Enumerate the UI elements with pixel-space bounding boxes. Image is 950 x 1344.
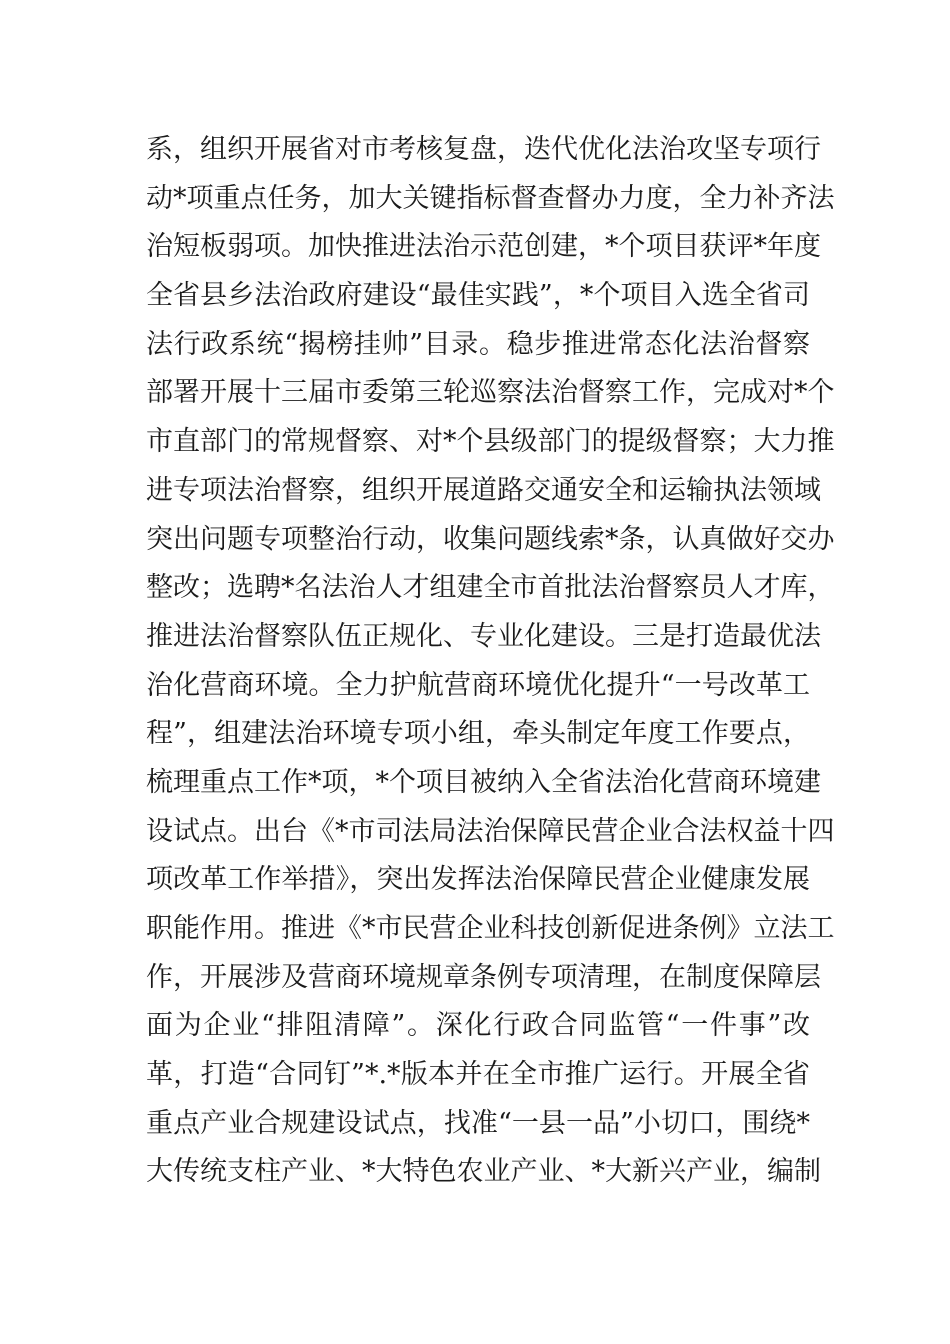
text-line-6: 部署开展十三届市委第三轮巡察法治督察工作，完成对*个 (146, 377, 835, 409)
text-line-12: 治化营商环境。全力护航营商环境优化提升“一号改革工 (146, 669, 810, 701)
text-line-1: 系，组织开展省对市考核复盘，迭代优化法治攻坚专项行 (146, 134, 821, 165)
text-line-9: 突出问题专项整治行动，收集问题线索*条，认真做好交办 (146, 523, 835, 555)
text-line-10: 整改；选聘*名法治人才组建全市首批法治督察员人才库， (146, 572, 835, 604)
text-line-15: 设试点。出台《*市司法局法治保障民营企业合法权益十四 (146, 815, 835, 847)
text-line-7: 市直部门的常规督察、对*个县级部门的提级督察；大力推 (146, 426, 835, 458)
text-line-8: 进专项法治督察，组织开展道路交通安全和运输执法领域 (146, 474, 821, 506)
text-line-22: 大传统支柱产业、*大特色农业产业、*大新兴产业，编制 (146, 1156, 821, 1188)
text-line-19: 面为企业“排阻清障”。深化行政合同监管“一件事”改 (146, 1010, 810, 1042)
text-line-2: 动*项重点任务，加大关键指标督查督办力度，全力补齐法 (146, 182, 835, 214)
text-line-18: 作，开展涉及营商环境规章条例专项清理，在制度保障层 (146, 961, 821, 993)
text-line-20: 革，打造“合同钉”*.*版本并在全市推广运行。开展全省 (146, 1059, 810, 1091)
body-paragraph (146, 126, 835, 1197)
text-line-21: 重点产业合规建设试点，找准“一县一品”小切口，围绕* (146, 1107, 810, 1139)
text-line-3: 治短板弱项。加快推进法治示范创建，*个项目获评*年度 (146, 231, 821, 263)
text-line-13: 程”，组建法治环境专项小组，牵头制定年度工作要点， (146, 718, 810, 750)
text-line-11: 推进法治督察队伍正规化、专业化建设。三是打造最优法 (146, 620, 821, 652)
text-line-14: 梳理重点工作*项，*个项目被纳入全省法治化营商环境建 (146, 766, 821, 798)
text-line-5: 法行政系统“揭榜挂帅”目录。稳步推进常态化法治督察 (146, 328, 810, 360)
text-line-16: 项改革工作举措》，突出发挥法治保障民营企业健康发展 (146, 864, 810, 896)
text-line-4: 全省县乡法治政府建设“最佳实践”，*个项目入选全省司 (146, 280, 810, 312)
text-line-17: 职能作用。推进《*市民营企业科技创新促进条例》立法工 (146, 913, 835, 944)
